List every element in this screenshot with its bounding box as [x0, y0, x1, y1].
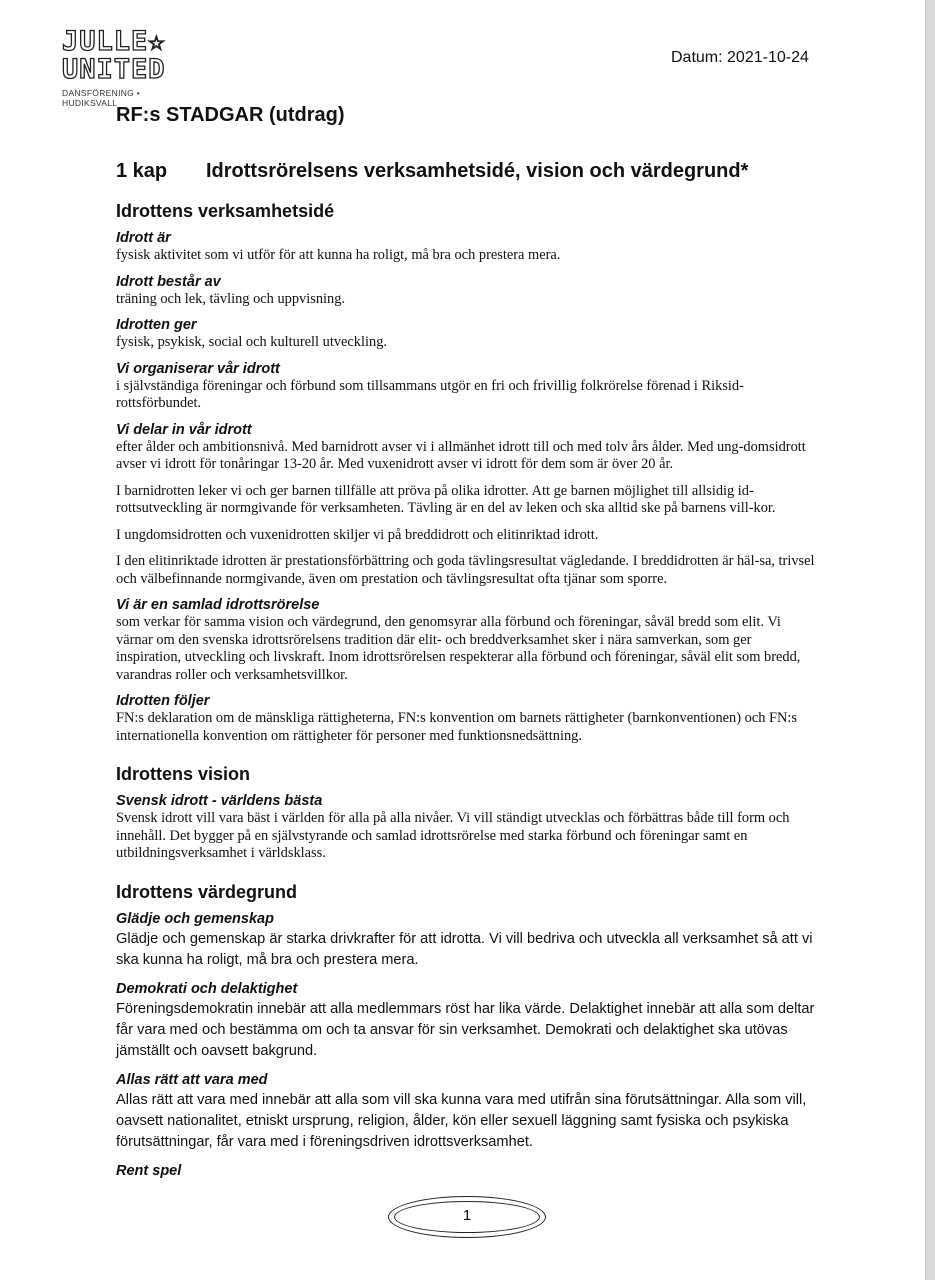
block-heading: Allas rätt att vara med [116, 1071, 268, 1088]
logo-line-2: UNITED [62, 54, 166, 85]
content-block [116, 981, 820, 1062]
content-block [116, 793, 820, 863]
chapter-heading [116, 158, 820, 184]
block-text: i självständiga föreningar och förbund som tillsammans utgör en fri och frivillig folkrörelse förenad i Riksid-rottsförbundet. [116, 377, 744, 411]
chapter-title: Idrottsrörelsens verksamhetsidé, vision och värdegrund* [206, 160, 749, 182]
block-text: I ungdomsidrotten och vuxenidrotten skiljer vi på breddidrott och elitinriktad idrott. [116, 526, 599, 543]
block-text: I den elitinriktade idrotten är prestationsförbättring och goda tävlingsresultat vägledande. I breddidrotten är häl-sa, trivsel och välbefinnande normgivande, även om prestation och tävlingsresultat ofta tjänar som sporre. [116, 553, 815, 587]
block-text: fysisk, psykisk, social och kulturell utveckling. [116, 334, 387, 350]
block-text: FN:s deklaration om de mänskliga rättigheterna, FN:s konvention om barnets rättigheter (barnkonventionen) och FN:s internationella konvention om rättigheter för personer med funktionsnedsättning. [116, 710, 798, 744]
content-block [116, 597, 820, 684]
logo-subtitle: DANSFÖRENING • HUDIKSVALL [62, 88, 141, 108]
document-date: Datum: 2021-10-24 [671, 49, 809, 66]
document-title: RF:s STADGAR (utdrag) [116, 104, 345, 126]
section-vardegrund [116, 881, 820, 1180]
block-heading: Glädje och gemenskap [116, 910, 274, 927]
content-block [116, 1072, 820, 1153]
content-block [116, 911, 820, 971]
content-block [116, 230, 820, 265]
content-block [116, 361, 820, 413]
chapter-number: 1 kap [116, 160, 168, 182]
block-heading: Idrotten ger [116, 317, 197, 333]
block-text: Allas rätt att vara med innebär att alla som vill ska kunna vara med utifrån sina förutsättningar. Alla som vill, oavsett nationalitet, etniskt ursprung, religion, ålder, kön eller sexuell läggning samt fysiska och psykiska förutsättningar, får vara med i föreningsdriven idrottsverksamhet. [116, 1091, 807, 1150]
block-text: träning och lek, tävling och uppvisning. [116, 290, 346, 307]
section-verksamhetside [116, 200, 820, 745]
block-text: som verkar för samma vision och värdegrund, den genomsyrar alla förbund och föreningar, såväl bredd som elit. Vi värnar om den svenska idrottsrörelsens tradition där elit- och breddverksamhet sker i nära samverkan, som ger inspiration, utveckling och livskraft. Inom idrottsrörelsen respekterar alla förbund och föreningar, såväl elit som bredd, varandras roller och verksamhetsvillkor. [116, 614, 801, 683]
block-heading: Idrott är [116, 230, 171, 246]
logo-line-1: JULLE☆ [62, 26, 166, 57]
block-heading: Rent spel [116, 1162, 182, 1179]
block-heading: Idrotten följer [116, 693, 210, 709]
page-edge [925, 0, 935, 1280]
document-body [116, 102, 820, 1190]
block-heading: Vi är en samlad idrottsrörelse [116, 597, 320, 613]
section-vision [116, 763, 820, 863]
section-heading: Idrottens värdegrund [116, 881, 298, 902]
page-number-badge [388, 1196, 546, 1238]
block-heading: Svensk idrott - världens bästa [116, 793, 323, 809]
block-heading: Vi delar in vår idrott [116, 421, 252, 438]
section-heading: Idrottens vision [116, 764, 251, 784]
section-heading: Idrottens verksamhetsidé [116, 201, 335, 221]
block-text: Föreningsdemokratin innebär att alla medlemmars röst har lika värde. Delaktighet innebär att alla som deltar får vara med och bestämma om och ta ansvar för sin verksamhet. Demokrati och delaktighet ska utövas jämställt och oavsett bakgrund. [116, 1000, 815, 1059]
content-block [116, 693, 820, 745]
block-heading: Vi organiserar vår idrott [116, 360, 280, 377]
club-logo [62, 28, 192, 108]
block-text: efter ålder och ambitionsnivå. Med barnidrott avser vi i allmänhet idrott till och med tolv års ålder. Med ung-domsidrott avser vi idrott för tonåringar 13-20 år. Med vuxenidrott avser vi idrott för dem som är över 20 år. [116, 438, 806, 472]
block-text: Glädje och gemenskap är starka drivkrafter för att idrotta. Vi vill bedriva och utveckla all verksamhet så att vi ska kunna ha roligt, må bra och prestera mera. [116, 930, 813, 968]
block-heading: Idrott består av [116, 273, 221, 290]
block-text: fysisk aktivitet som vi utför för att kunna ha roligt, må bra och prestera mera. [116, 247, 561, 263]
block-text: I barnidrotten leker vi och ger barnen tillfälle att pröva på olika idrotter. Att ge barnen möjlighet till allsidig id-rottsutveckling är normgivande för verksamheten. Tävling är en del av leken och ska alltid ske på barnens vill-kor. [116, 482, 776, 516]
block-heading: Demokrati och delaktighet [116, 980, 298, 997]
content-block [116, 317, 820, 352]
content-block [116, 422, 820, 589]
star-icon: ☆ [148, 26, 166, 57]
content-block [116, 1163, 820, 1180]
page-number: 1 [462, 1207, 472, 1224]
block-text: Svensk idrott vill vara bäst i världen för alla på alla nivåer. Vi vill ständigt utvecklas och förbättras både till form och innehåll. Det bygger på en självstyrande och samlad idrottsrörelse med starka förbund och föreningar samt en utbildningsverksamhet i världsklass. [116, 810, 790, 861]
content-block [116, 274, 820, 309]
